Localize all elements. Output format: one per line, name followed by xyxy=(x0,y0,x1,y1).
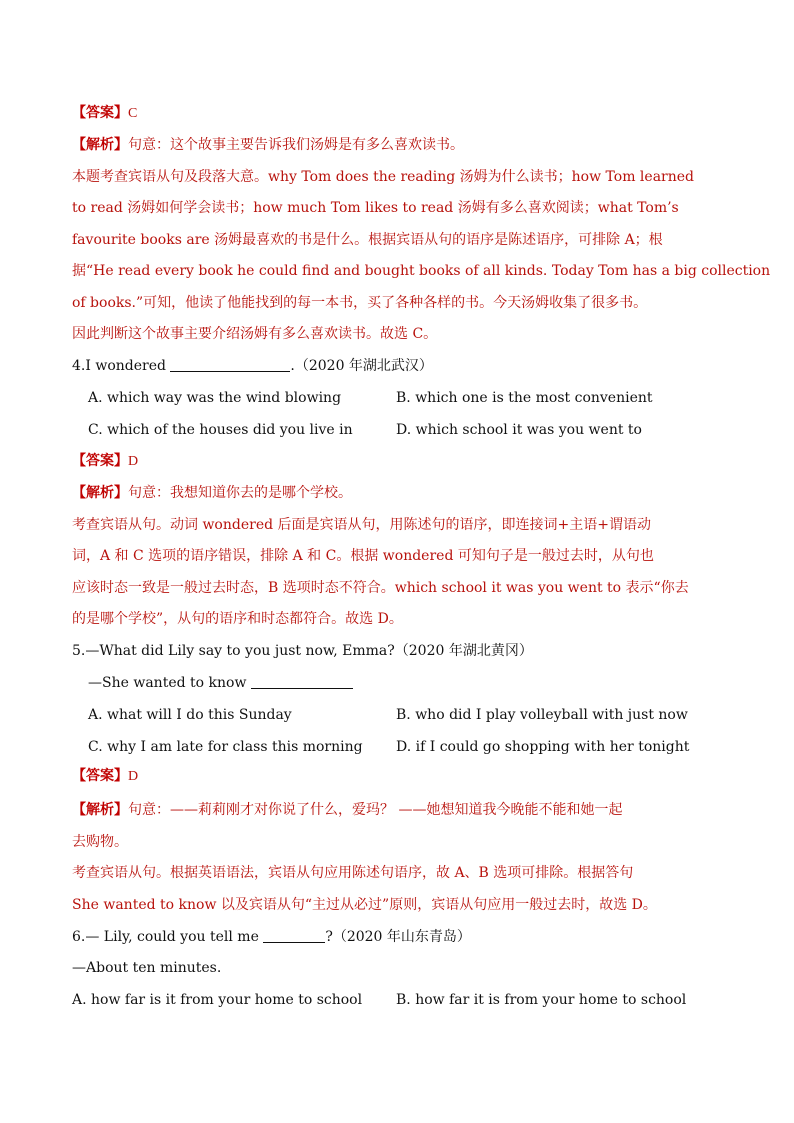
answer-blank xyxy=(251,674,353,689)
reply-text: —She wanted to know xyxy=(88,675,251,691)
q4-stem xyxy=(72,356,433,376)
question-source: .（2020 年湖北武汉） xyxy=(290,358,433,374)
analysis-text: of books.”可知，他读了他能找到的每一本书，买了各种各样的书。今天汤姆收集了很多书。 xyxy=(72,295,648,311)
analysis-text: 本题考查宾语从句及段落大意。why Tom does the reading 汤姆为什么读书；how Tom learned xyxy=(72,169,694,185)
analysis-text: 考查宾语从句。动词 wondered 后面是宾语从句，用陈述句的语序，即连接词+主语+谓语动 xyxy=(72,517,651,533)
answer-value: D xyxy=(128,769,139,784)
answer-value: C xyxy=(128,106,138,121)
analysis-meaning: 句意：我想知道你去的是哪个学校。 xyxy=(128,485,352,501)
question-source: ?（2020 年山东青岛） xyxy=(325,929,471,945)
option-b: B. how far it is from your home to school xyxy=(396,992,687,1008)
question-text: 4.I wondered xyxy=(72,358,171,374)
analysis-text: 去购物。 xyxy=(72,834,128,850)
analysis-text: favourite books are 汤姆最喜欢的书是什么。根据宾语从句的语序是陈述语序，可排除 A；根 xyxy=(72,232,663,248)
analysis-text: 考查宾语从句。根据英语语法，宾语从句应用陈述句语序，故 A、B 选项可排除。根据答句 xyxy=(72,865,634,881)
analysis-text: 词，A 和 C 选项的语序错误，排除 A 和 C。根据 wondered 可知句子是一般过去时，从句也 xyxy=(72,548,654,564)
answer-blank xyxy=(263,928,325,943)
q6-reply: —About ten minutes. xyxy=(72,960,222,976)
option-d: D. if I could go shopping with her tonight xyxy=(396,739,690,755)
option-c: C. which of the houses did you live in xyxy=(88,422,353,438)
q5-stem: 5.—What did Lily say to you just now, Emma?（2020 年湖北黄冈） xyxy=(72,643,533,659)
option-c: C. why I am late for class this morning xyxy=(88,739,363,755)
q3-analysis-line xyxy=(72,135,464,155)
analysis-meaning: 句意：——莉莉刚才对你说了什么，爱玛？ ——她想知道我今晚能不能和她一起 xyxy=(128,802,623,818)
option-a: A. how far is it from your home to school xyxy=(72,992,363,1008)
q6-stem xyxy=(72,927,471,947)
q5-analysis-line xyxy=(72,800,622,820)
option-b: B. who did I play volleyball with just now xyxy=(396,707,688,723)
answer-value: D xyxy=(128,454,139,469)
analysis-text: 据“He read every book he could find and bought books of all kinds. Today Tom has a big collection xyxy=(72,263,771,279)
analysis-tag: 【解析】 xyxy=(72,802,128,818)
option-a: A. what will I do this Sunday xyxy=(88,707,292,723)
option-a: A. which way was the wind blowing xyxy=(88,390,342,406)
q5-answer-line xyxy=(72,766,138,787)
analysis-text: 因此判断这个故事主要介绍汤姆有多么喜欢读书。故选 C。 xyxy=(72,326,438,342)
answer-tag: 【答案】 xyxy=(72,768,128,784)
option-d: D. which school it was you went to xyxy=(396,422,642,438)
q4-analysis-line xyxy=(72,483,352,503)
question-text: 6.— Lily, could you tell me xyxy=(72,929,264,945)
analysis-tag: 【解析】 xyxy=(72,485,128,501)
analysis-text: to read 汤姆如何学会读书；how much Tom likes to read 汤姆有多么喜欢阅读；what Tom’s xyxy=(72,200,679,216)
analysis-text: She wanted to know 以及宾语从句“主过从必过”原则，宾语从句应用一般过去时，故选 D。 xyxy=(72,897,657,913)
q5-reply xyxy=(88,673,353,693)
answer-tag: 【答案】 xyxy=(72,453,128,469)
q3-answer-line xyxy=(72,103,137,124)
option-b: B. which one is the most convenient xyxy=(396,390,653,406)
analysis-text: 的是哪个学校”，从句的语序和时态都符合。故选 D。 xyxy=(72,611,403,627)
analysis-meaning: 句意：这个故事主要告诉我们汤姆是有多么喜欢读书。 xyxy=(128,137,464,153)
q4-answer-line xyxy=(72,451,138,472)
answer-tag: 【答案】 xyxy=(72,105,128,121)
analysis-text: 应该时态一致是一般过去时态，B 选项时态不符合。which school it was you went to 表示“你去 xyxy=(72,580,689,596)
analysis-tag: 【解析】 xyxy=(72,137,128,153)
answer-blank xyxy=(170,357,290,372)
